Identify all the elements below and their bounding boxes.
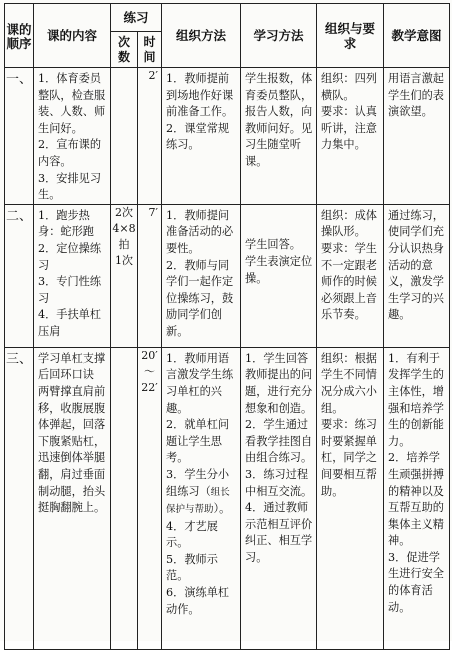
content-cell: 1．体育委员整队，检查服装、人数、师生问好。 2．宣布课的内容。 3．安排见习生。 [34,68,111,205]
org-line: 6．演练单杠动作。 [166,586,230,616]
table-row [5,204,450,347]
header-intent: 教学意图 [384,4,450,68]
header-learning: 学习方法 [241,4,317,68]
org-line: 4．才艺展示。 [166,519,218,550]
organization-cell: 1．教师提问准备活动的必要性。 2．教师与同学们一起作定位操练习，鼓励同学们创新。 [162,204,241,347]
header-practice: 练习 [111,4,162,32]
header-organization: 组织方法 [162,4,241,68]
intent-cell: 通过练习，使同学们充分认识热身活动的意义，激发学生学习的兴趣。 [384,204,450,347]
stage-cell: 一、 [5,68,34,205]
organization-cell: 1．教师提前到场地作好课前准备工作。 2．课堂常规练习。 [162,68,241,205]
header-content: 课的内容 [34,4,111,68]
requirements-cell: 组织：根据学生不同情况分成六小组。 要求：练习时要紧握单杠，同学之间要相互帮助。 [317,347,384,649]
learning-cell: 学生报数，体育委员整队，报告人数，向教师问好。见习生随堂听课。 [241,68,317,205]
requirements-cell: 组织：四列横队。 要求：认真听讲，注意力集中。 [317,68,384,205]
stage-cell: 二、 [5,204,34,347]
org-line: 1．教师用语言激发学生练习单杠的兴趣。 [166,351,234,415]
times-cell: 2次 4×8拍 1次 [111,204,138,347]
org-line: 3．学生分小组练习（ [166,467,230,498]
times-cell [111,347,138,649]
requirements-cell: 组织：成体操队形。 要求：学生不一定跟老师作的时候必须跟上音乐节奏。 [317,204,384,347]
duration-cell: 7′ [138,204,162,347]
learning-cell: 1．学生回答教师提出的问题，进行充分想象和创造。 2．学生通过看教学挂图自由组合练习。 3．练习过程中相互交流。 4．通过教师示范相互评价纠正、相互学习。 [241,347,317,649]
content-cell: 1．跑步热身：蛇形跑 2．定位操练习 3．专门性练习 4．手扶单杠压肩 [34,204,111,347]
header-stage: 课的顺序 [5,4,34,68]
org-line: ）。 [213,502,231,516]
content-cell: 学习单杠支撑后回环口诀 两臂撑直肩前移，收腹展腹体弹起，回落下腹紧贴杠，迅速倒体举腿翻，肩过垂面制动腿，抬头挺胸翻腕上。 [34,347,111,649]
org-note: 组长保护与帮助 [166,486,230,516]
duration-cell: 2′ [138,68,162,205]
intent-cell: 1．有利于发挥学生的主体性，增强和培养学生的创新能力。 2．培养学生顽强拼搏的精神以及互帮互助的集体主义精神。 3．促进学生进行安全的体育活动。 [384,347,450,649]
header-requirements: 组织与要求 [317,4,384,68]
table-row [5,68,450,205]
org-line: 5．教师示范。 [166,552,218,583]
duration-cell: 20′ ～ 22′ [138,347,162,649]
header-duration: 时间 [138,32,162,68]
lesson-plan-table [4,3,450,650]
organization-cell [162,347,241,649]
intent-cell: 用语言激起学生们的表演欲望。 [384,68,450,205]
times-cell [111,68,138,205]
table-row [5,347,450,649]
header-times: 次数 [111,32,138,68]
learning-cell: 学生回答。 学生表演定位操。 [241,204,317,347]
org-line: 2．就单杠问题让学生思考。 [166,418,230,465]
stage-cell: 三、 [5,347,34,649]
